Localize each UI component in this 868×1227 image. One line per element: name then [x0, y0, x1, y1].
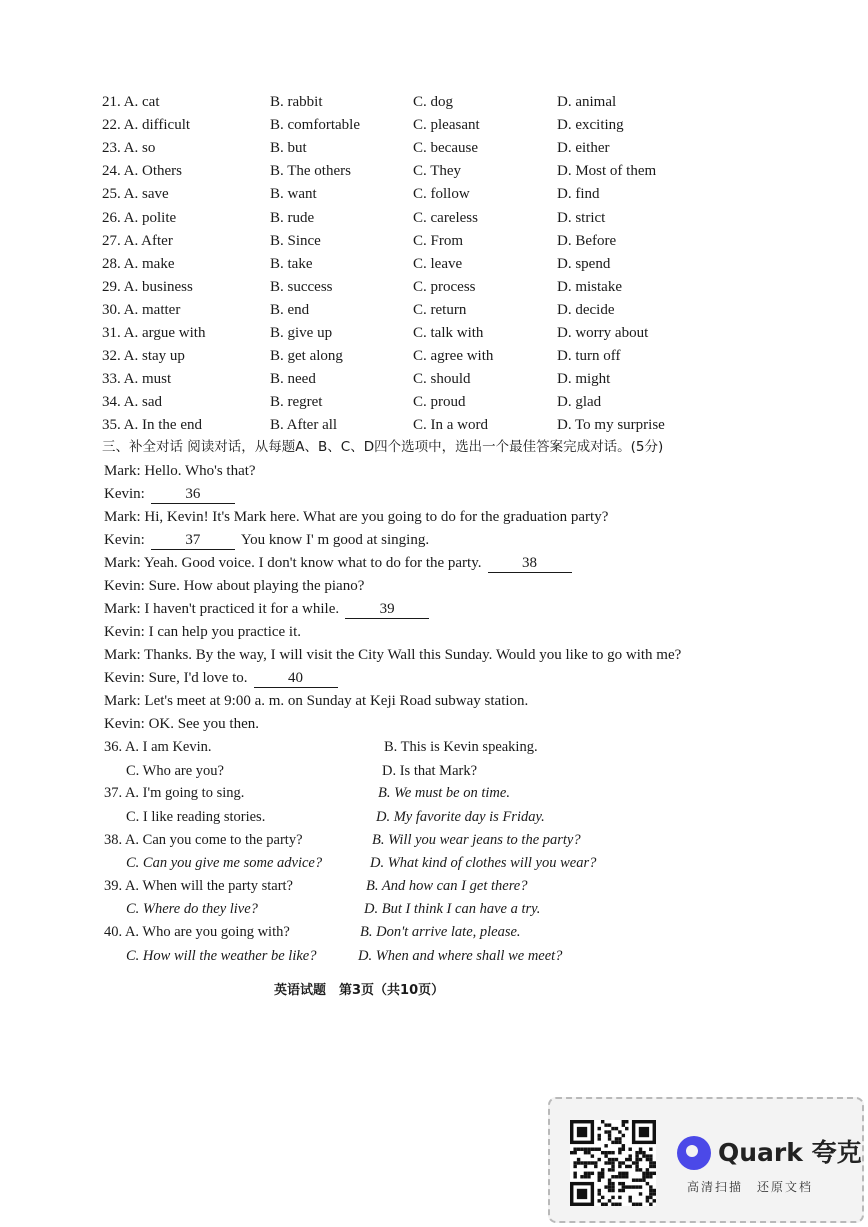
option-d: D. When and where shall we meet?: [358, 947, 563, 964]
choice-option-c: C. follow: [413, 186, 470, 203]
choice-option-b: B. get along: [270, 348, 343, 365]
choice-option-b: B. end: [270, 301, 310, 318]
dialogue-text: Mark: Let's meet at 9:00 a. m. on Sunday at Keji Road subway station.: [104, 693, 529, 709]
choice-row: [0, 91, 868, 113]
choice-option-d: D. exciting: [557, 117, 624, 134]
choice-row: [0, 322, 868, 344]
choice-row: [0, 391, 868, 413]
choice-option-c: C. leave: [413, 255, 463, 272]
choice-option-b: B. take: [270, 255, 313, 272]
choice-option-c: C. From: [413, 232, 464, 249]
option-d: D. What kind of clothes will you wear?: [370, 855, 597, 872]
option-b: B. And how can I get there?: [366, 877, 528, 894]
quark-badge[interactable]: [548, 1097, 864, 1223]
option-d: D. But I think I can have a try.: [364, 901, 541, 918]
choice-option-d: D. decide: [557, 301, 615, 318]
choice-option-b: B. The others: [270, 163, 351, 180]
dialogue-line: [104, 713, 844, 735]
choice-row: [0, 230, 868, 252]
option-c: C. Can you give me some advice?: [126, 855, 323, 872]
qr-code-icon: [570, 1120, 656, 1206]
choice-option-c: C. In a word: [413, 417, 488, 434]
choice-option-d: D. Most of them: [557, 163, 657, 180]
choice-option-b: B. want: [270, 186, 317, 203]
option-b: B. We must be on time.: [378, 785, 510, 802]
choice-option-c: C. talk with: [413, 325, 484, 341]
choice-option-b: B. give up: [270, 325, 333, 341]
choice-option-a: 34. A. sad: [102, 394, 162, 411]
option-question: 38. A. Can you come to the party?: [104, 831, 303, 848]
choice-option-d: D. might: [557, 371, 611, 388]
dialogue-line: [104, 575, 844, 597]
option-b: B. Don't arrive late, please.: [360, 924, 521, 941]
dialogue-text: Kevin: Sure, I'd love to.: [104, 670, 248, 686]
dialogue-text: Kevin: OK. See you then.: [104, 716, 259, 732]
choice-row: [0, 276, 868, 298]
dialogue-line: [104, 598, 844, 620]
choice-option-c: C. dog: [413, 94, 454, 110]
page-footer: 英语试题 第3页（共10页）: [274, 983, 445, 998]
option-c: C. Where do they live?: [126, 901, 258, 918]
choice-option-d: D. animal: [557, 94, 617, 110]
choice-row: [0, 414, 868, 436]
choice-row: [0, 368, 868, 390]
dialogue-text: Mark: Hi, Kevin! It's Mark here. What are you going to do for the graduation party?: [104, 509, 609, 525]
choice-option-a: 30. A. matter: [102, 301, 181, 318]
choice-option-b: B. rabbit: [270, 94, 323, 110]
choice-option-a: 21. A. cat: [102, 94, 160, 110]
choice-option-a: 35. A. In the end: [102, 417, 202, 434]
choice-option-c: C. return: [413, 301, 467, 318]
choice-option-a: 25. A. save: [102, 186, 169, 203]
dialogue-line: [104, 644, 844, 666]
option-c: C. How will the weather be like?: [126, 947, 317, 964]
choice-option-d: D. find: [557, 186, 600, 203]
option-question: 37. A. I'm going to sing.: [104, 785, 245, 802]
choice-row: [0, 160, 868, 182]
choice-option-b: B. regret: [270, 394, 323, 411]
choice-option-c: C. pleasant: [413, 117, 480, 134]
dialogue-text: Mark: Yeah. Good voice. I don't know what to do for the party.: [104, 555, 482, 571]
choice-option-c: C. proud: [413, 394, 466, 411]
dialogue-text-after: You know I' m good at singing.: [240, 532, 430, 548]
dialogue-line: [104, 552, 844, 574]
choice-option-a: 31. A. argue with: [102, 325, 206, 341]
dialogue-text: Kevin: Sure. How about playing the piano?: [104, 578, 365, 594]
choice-option-c: C. process: [413, 278, 476, 295]
choice-option-c: C. agree with: [413, 348, 494, 365]
dialogue-line: [104, 483, 844, 505]
choice-option-b: B. need: [270, 371, 316, 388]
answer-blank[interactable]: 38: [488, 554, 572, 573]
dialogue-text: Mark: I haven't practiced it for a while.: [104, 601, 340, 617]
dialogue-text: Kevin: I can help you practice it.: [104, 624, 302, 640]
choice-option-c: C. They: [413, 163, 462, 180]
choice-row: [0, 345, 868, 367]
choice-row: [0, 207, 868, 229]
choice-option-d: D. either: [557, 140, 610, 157]
choice-option-d: D. spend: [557, 255, 611, 272]
option-question: 40. A. Who are you going with?: [104, 924, 290, 941]
option-d: D. My favorite day is Friday.: [376, 808, 545, 825]
choice-option-d: D. strict: [557, 209, 606, 226]
option-question: 36. A. I am Kevin.: [104, 739, 212, 755]
choice-option-b: B. comfortable: [270, 117, 360, 134]
choice-option-b: B. rude: [270, 209, 315, 226]
choice-option-a: 26. A. polite: [102, 209, 177, 226]
choice-row: [0, 114, 868, 136]
choice-option-c: C. careless: [413, 209, 478, 226]
dialogue-line: [104, 506, 844, 528]
dialogue-text: Kevin:: [104, 532, 145, 548]
option-c: C. Who are you?: [126, 762, 224, 779]
option-d: D. Is that Mark?: [382, 762, 478, 779]
dialogue-line: [104, 667, 844, 689]
choice-option-b: B. After all: [270, 417, 338, 434]
dialogue-line: [104, 460, 844, 482]
answer-blank[interactable]: 36: [151, 485, 235, 504]
section-title: 三、补全对话 阅读对话，从每题A、B、C、D四个选项中，选出一个最佳答案完成对话。(5分): [102, 439, 664, 455]
choice-row: [0, 299, 868, 321]
dialogue-line: [104, 621, 844, 643]
choice-row: [0, 253, 868, 275]
option-c: C. I like reading stories.: [126, 808, 266, 825]
choice-option-c: C. should: [413, 371, 471, 388]
choice-option-d: D. mistake: [557, 278, 622, 295]
choice-option-d: D. To my surprise: [557, 417, 665, 434]
choice-option-b: B. but: [270, 140, 307, 157]
choice-option-a: 24. A. Others: [102, 163, 182, 180]
choice-option-d: D. worry about: [557, 325, 649, 341]
choice-option-a: 23. A. so: [102, 140, 156, 157]
dialogue-text: Kevin:: [104, 486, 145, 502]
option-question: 39. A. When will the party start?: [104, 877, 293, 894]
answer-blank[interactable]: 37: [151, 531, 235, 550]
choice-option-a: 22. A. difficult: [102, 117, 191, 134]
brand-tagline: 高清扫描 还原文档: [687, 1180, 814, 1194]
brand-name: Quark 夸克: [718, 1138, 862, 1167]
dialogue-line: [104, 529, 844, 551]
option-b: B. Will you wear jeans to the party?: [372, 831, 581, 848]
choice-option-a: 32. A. stay up: [102, 348, 185, 365]
option-b: B. This is Kevin speaking.: [384, 739, 538, 755]
choice-option-b: B. Since: [270, 232, 321, 249]
choice-row: [0, 183, 868, 205]
choice-option-d: D. turn off: [557, 348, 621, 365]
dialogue-line: [104, 690, 844, 712]
choice-row: [0, 137, 868, 159]
answer-blank[interactable]: 39: [345, 600, 429, 619]
choice-option-b: B. success: [270, 278, 333, 295]
choice-option-d: D. Before: [557, 232, 617, 249]
choice-option-a: 28. A. make: [102, 255, 175, 272]
choice-option-c: C. because: [413, 140, 478, 157]
dialogue-text: Mark: Thanks. By the way, I will visit the City Wall this Sunday. Would you like to go with me?: [104, 647, 682, 663]
choice-option-a: 29. A. business: [102, 278, 193, 295]
choice-option-a: 33. A. must: [102, 371, 172, 388]
dialogue-text: Mark: Hello. Who's that?: [104, 463, 256, 479]
choice-option-a: 27. A. After: [102, 232, 173, 249]
choice-option-d: D. glad: [557, 394, 602, 411]
quark-logo-icon: [677, 1136, 711, 1170]
answer-blank[interactable]: 40: [254, 669, 338, 688]
